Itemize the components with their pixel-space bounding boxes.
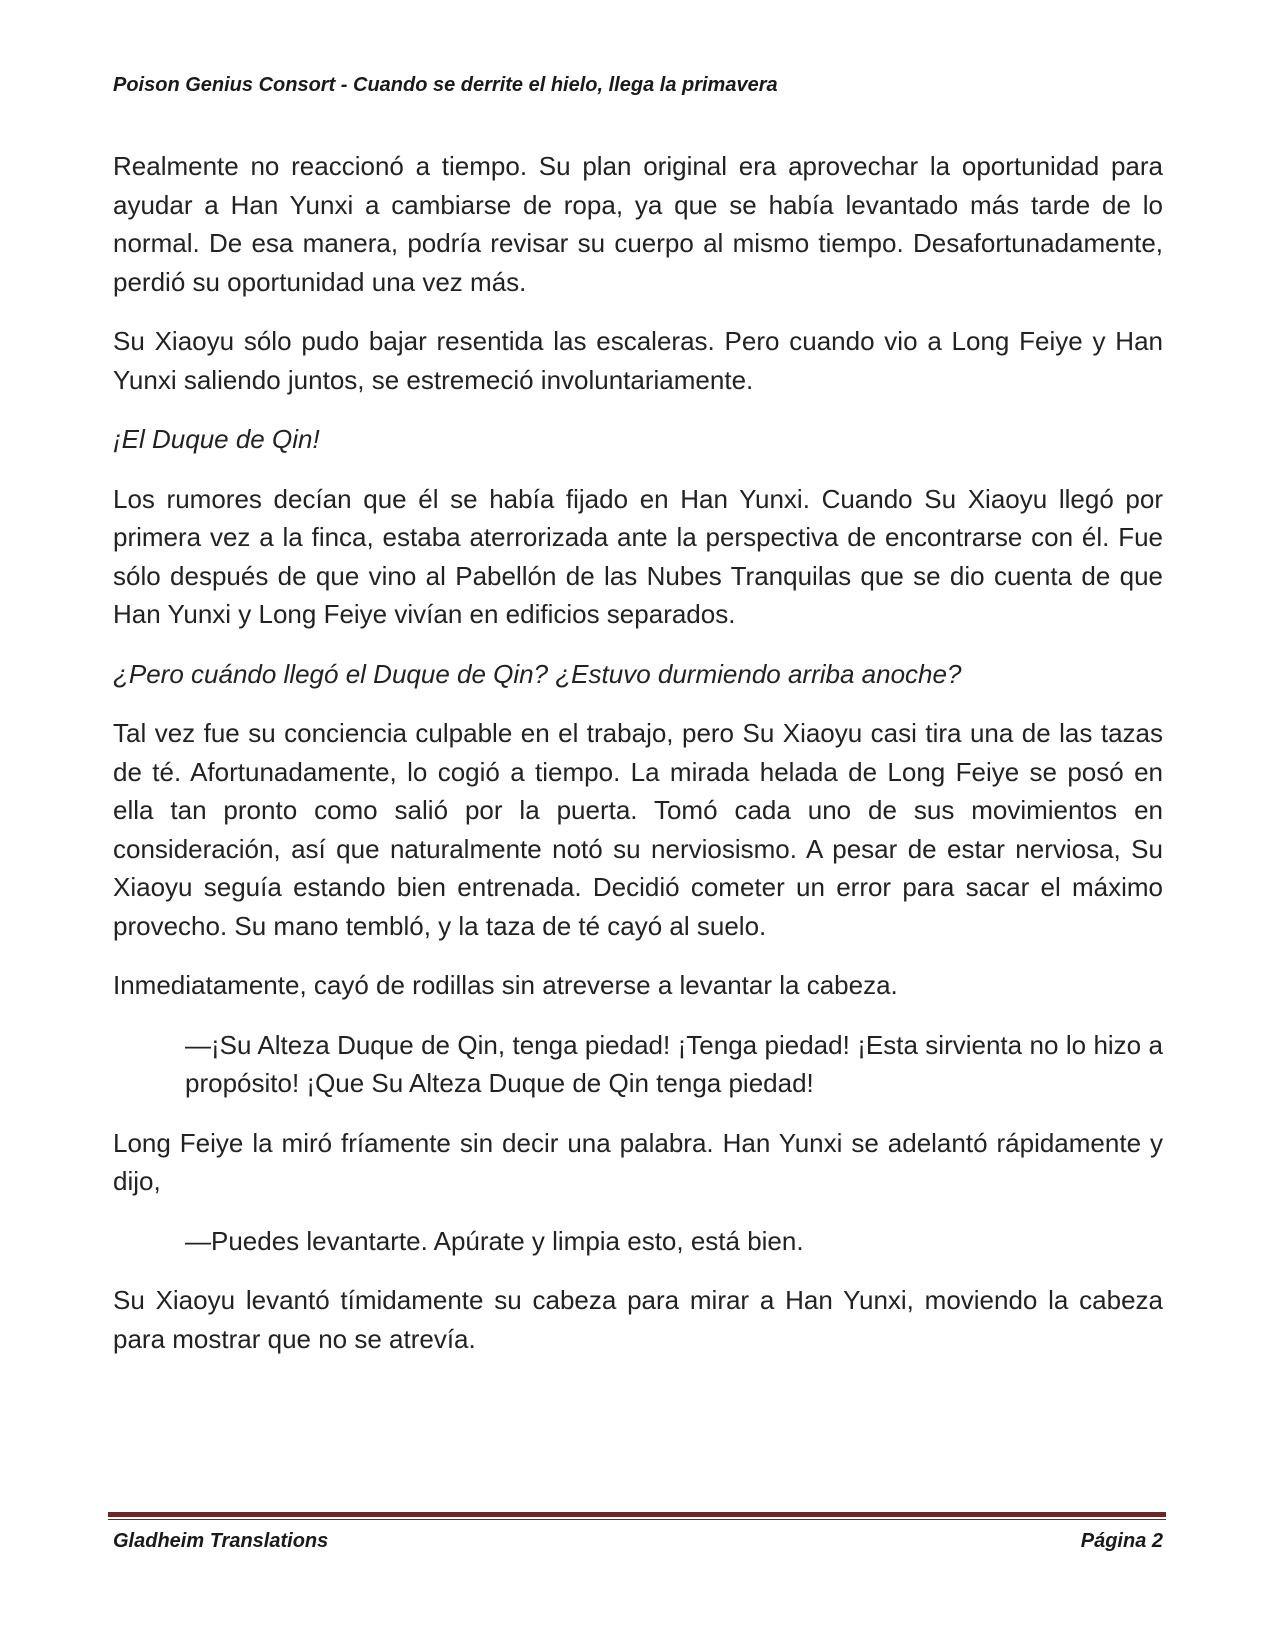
paragraph: Su Xiaoyu levantó tímidamente su cabeza para mirar a Han Yunxi, moviendo la cabeza para mostrar que no se atrevía. xyxy=(113,1285,1163,1354)
footer-rule xyxy=(108,1512,1166,1520)
dialogue-paragraph: —¡Su Alteza Duque de Qin, tenga piedad! ¡Tenga piedad! ¡Esta sirvienta no lo hizo a propósito! ¡Que Su Alteza Duque de Qin tenga piedad! xyxy=(185,1029,1163,1098)
paragraph-italic: ¿Pero cuándo llegó el Duque de Qin? ¿Estuvo durmiendo arriba anoche? xyxy=(113,658,962,689)
dialogue-paragraph: —Puedes levantarte. Apúrate y limpia esto, está bien. xyxy=(185,1225,804,1256)
paragraph: Los rumores decían que él se había fijado en Han Yunxi. Cuando Su Xiaoyu llegó por primera vez a la finca, estaba aterrorizada ante la perspectiva de encontrarse con él. Fue sólo después de que vino al Pabellón de las Nubes Tranquilas que se dio cuenta de que Han Yunxi y Long Feiye vivían en edificios separados. xyxy=(113,483,1163,629)
paragraph: Inmediatamente, cayó de rodillas sin atreverse a levantar la cabeza. xyxy=(113,970,898,1000)
paragraph: Tal vez fue su conciencia culpable en el trabajo, pero Su Xiaoyu casi tira una de las tazas de té. Afortunadamente, lo cogió a tiempo. La mirada helada de Long Feiye se posó en ella tan pronto como salió por la puerta. Tomó cada uno de sus movimientos en consideración, así que naturalmente notó su nerviosismo. A pesar de estar nerviosa, Su Xiaoyu seguía estando bien entrenada. Decidió cometer un error para sacar el máximo provecho. Su mano tembló, y la taza de té cayó al suelo. xyxy=(113,718,1163,941)
footer-publisher: Gladheim Translations xyxy=(113,1530,329,1552)
paragraph: Long Feiye la miró fríamente sin decir una palabra. Han Yunxi se adelantó rápidamente y dijo, xyxy=(113,1127,1163,1196)
body-text xyxy=(113,147,1163,1379)
page-header: Poison Genius Consort - Cuando se derrite el hielo, llega la primavera xyxy=(113,74,778,96)
paragraph-italic: ¡El Duque de Qin! xyxy=(113,424,320,454)
paragraph: Su Xiaoyu sólo pudo bajar resentida las escaleras. Pero cuando vio a Long Feiye y Han Yunxi saliendo juntos, se estremeció involuntariamente. xyxy=(113,326,1163,395)
paragraph: Realmente no reaccionó a tiempo. Su plan original era aprovechar la oportunidad para ayudar a Han Yunxi a cambiarse de ropa, ya que se había levantado más tarde de lo normal. De esa manera, podría revisar su cuerpo al mismo tiempo. Desafortunadamente, perdió su oportunidad una vez más. xyxy=(113,151,1163,297)
footer-page-number: Página 2 xyxy=(1080,1530,1163,1552)
